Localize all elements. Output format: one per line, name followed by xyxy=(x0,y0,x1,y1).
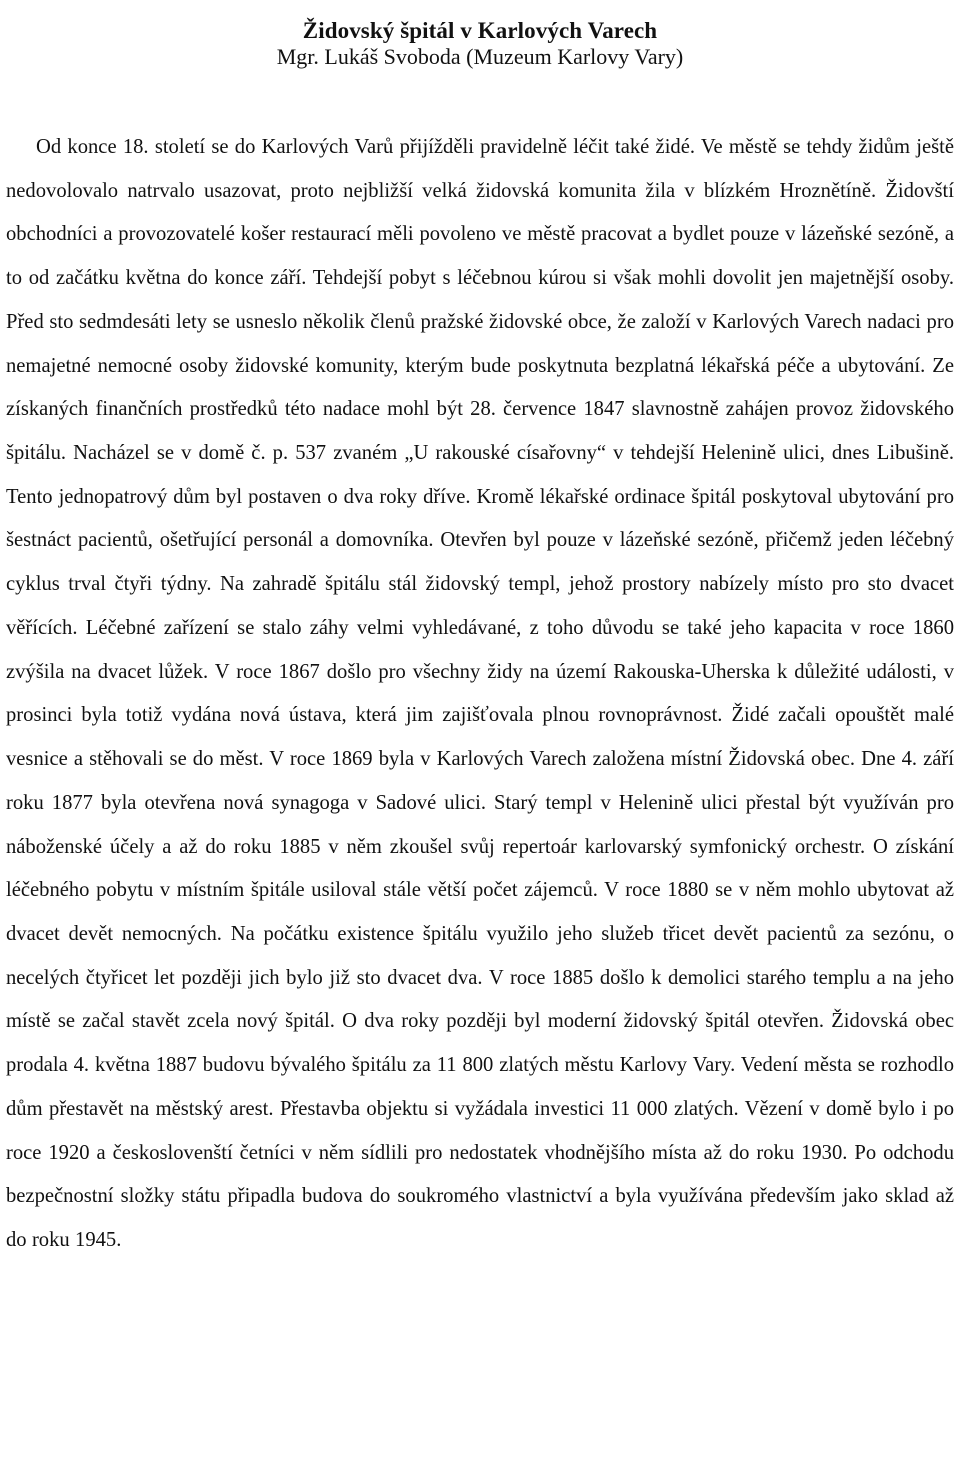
document-title: Židovský špitál v Karlových Varech xyxy=(302,18,658,44)
body-paragraph: Od konce 18. století se do Karlových Varů přijížděli pravidelně léčit také židé. Ve městě se tehdy židům ještě nedovolovalo natrvalo usazovat, proto nejbližší velká židovská komunita žila v blízkém Hroznětíně. Židovští obchodníci a provozovatelé košer restaurací měli povoleno ve městě pracovat a bydlet pouze v lázeňské sezóně, a to od začátku května do konce září. Tehdejší pobyt s léčebnou kúrou si však mohli dovolit jen majetnější osoby. Před sto sedmdesáti lety se usneslo několik členů pražské židovské obce, že založí v Karlových Varech nadaci pro nemajetné nemocné osoby židovské komunity, kterým bude poskytnuta bezplatná lékařská péče a ubytování. Ze získaných finančních prostředků této nadace mohl být 28. července 1847 slavnostně zahájen provoz židovského špitálu. Nacházel se v domě č. p. 537 zvaném „U rakouské císařovny“ v tehdejší Helenině ulici, dnes Libušině. Tento jednopatrový dům byl postaven o dva roky dříve. Kromě lékařské ordinace špitál poskytoval ubytování pro šestnáct pacientů, ošetřující personál a domovníka. Otevřen byl pouze v lázeňské sezóně, přičemž jeden léčebný cyklus trval čtyři týdny. Na zahradě špitálu stál židovský templ, jehož prostory nabízely místo pro sto dvacet věřících. Léčebné zařízení se stalo záhy velmi vyhledávané, z toho důvodu se také jeho kapacita v roce 1860 zvýšila na dvacet lůžek. V roce 1867 došlo pro všechny židy na území Rakouska-Uherska k důležité události, v prosinci byla totiž vydána nová ústava, která jim zajišťovala plnou rovnoprávnost. Židé začali opouštět malé vesnice a stěhovali se do měst. V roce 1869 byla v Karlových Varech založena místní Židovská obec. Dne 4. září roku 1877 byla otevřena nová synagoga v Sadové ulici. Starý templ v Helenině ulici přestal být využíván pro náboženské účely a až do roku 1885 v něm zkoušel svůj repertoár karlovarský symfonický orchestr. O získání léčebného pobytu v místním špitále usiloval stále větší počet zájemců. V roce 1880 se v něm mohlo ubytovat až dvacet devět nemocných. Na počátku existence špitálu využilo jeho služeb třicet devět pacientů za sezónu, o necelých čtyřicet let později jich bylo již sto dvacet dva. V roce 1885 došlo k demolici starého templu a na jeho místě se začal stavět zcela nový špitál. O dva roky později byl moderní židovský špitál otevřen. Židovská obec prodala 4. května 1887 budovu bývalého špitálu za 11 800 zlatých městu Karlovy Vary. Vedení města se rozhodlo dům přestavět na městský arest. Přestavba objektu si vyžádala investici 11 000 zlatých. Vězení v domě bylo i po roce 1920 a českoslovenští četníci v něm sídlili pro nedostatek vhodnějšího místa až do roku 1930. Po odchodu bezpečnostní složky státu připadla budova do soukromého vlastnictví a byla využívána především jako sklad až do roku 1945. xyxy=(6,136,954,1251)
author-line: Mgr. Lukáš Svoboda (Muzeum Karlovy Vary) xyxy=(276,44,684,69)
